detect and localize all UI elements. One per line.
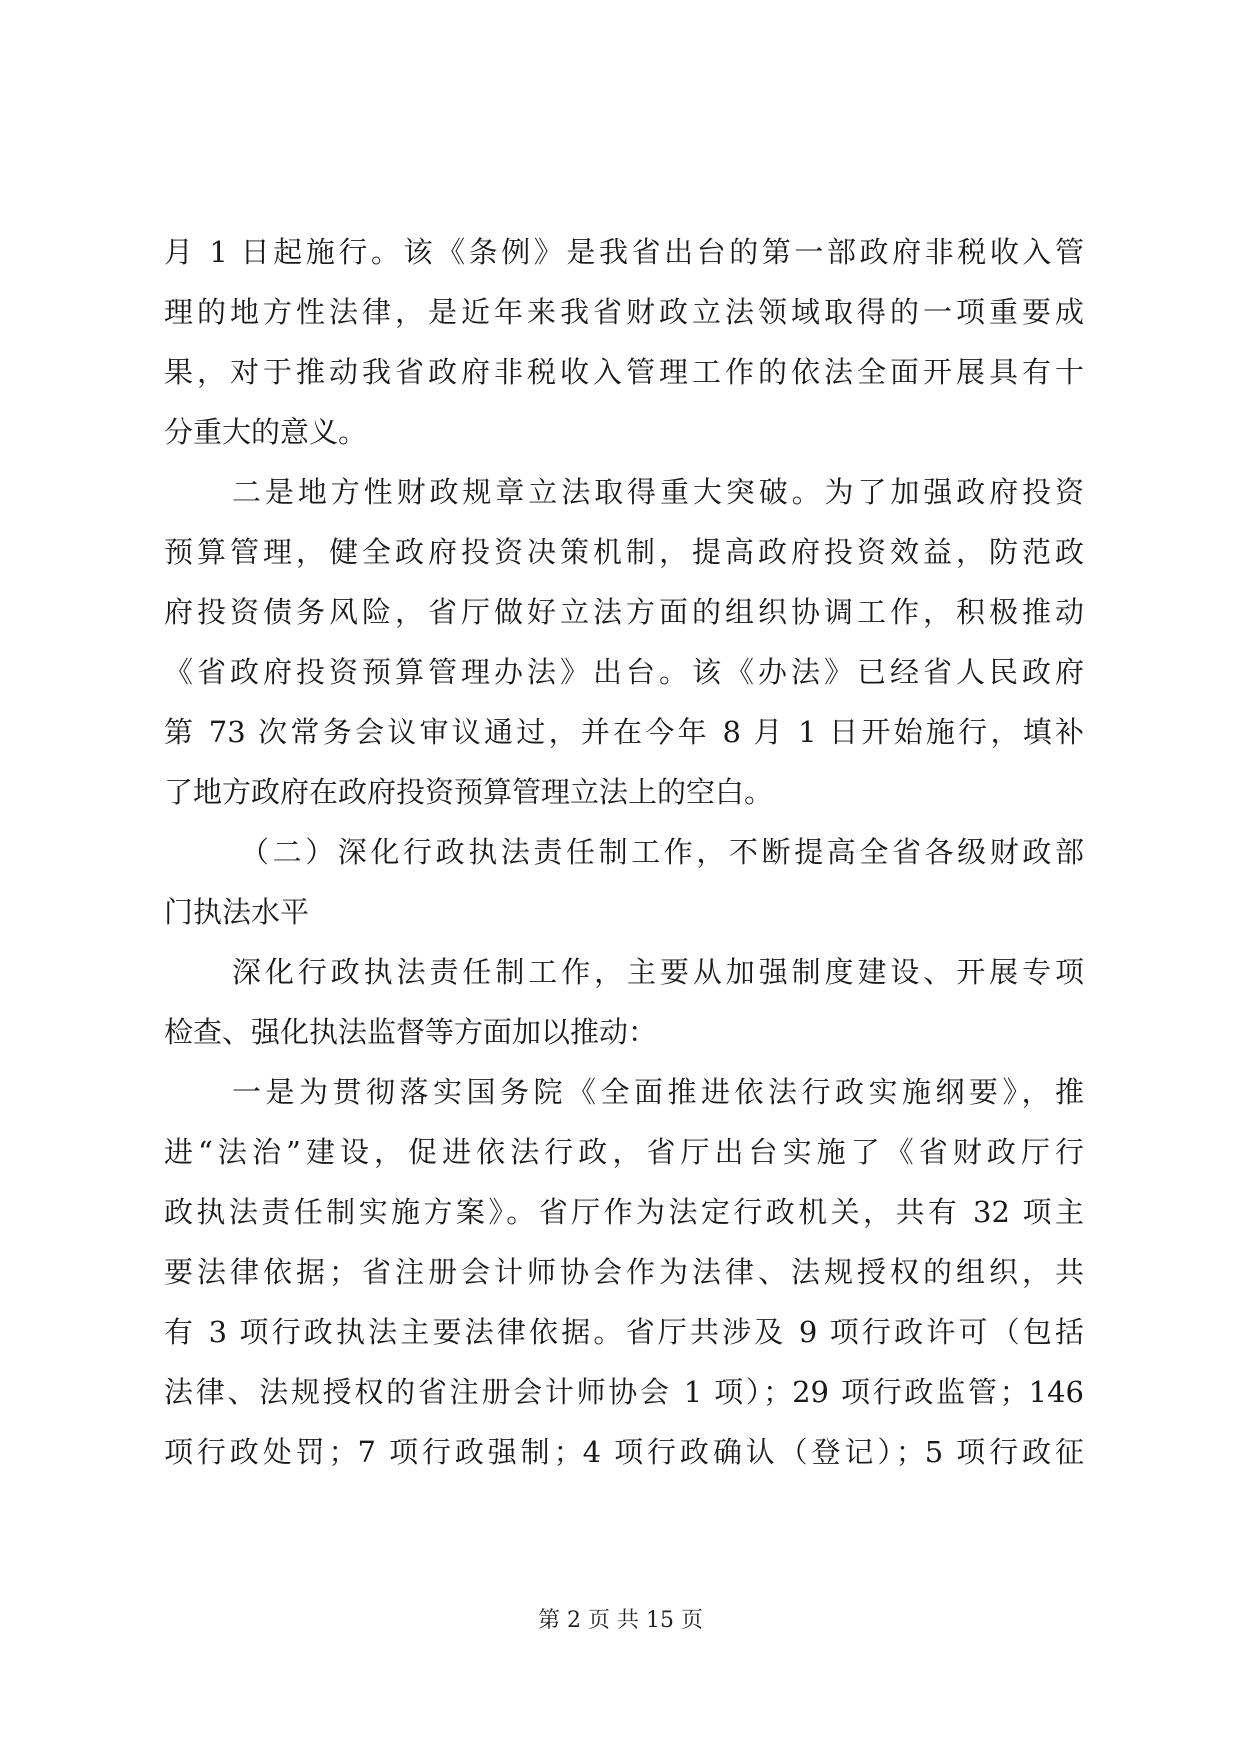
section-heading-line-1: （二）深化行政执法责任制工作，不断提高全省各级财政部 (240, 835, 1084, 869)
body-line-5: 二是地方性财政规章立法取得重大突破。为了加强政府投资 (232, 475, 1084, 509)
body-line-18: 要法律依据；省注册会计师协会作为法律、法规授权的组织，共 (164, 1255, 1084, 1289)
body-line-10: 了地方政府在政府投资预算管理立法上的空白。 (164, 775, 774, 809)
body-line-1: 月 1 日起施行。该《条例》是我省出台的第一部政府非税收入管 (164, 235, 1084, 269)
body-line-3: 果，对于推动我省政府非税收入管理工作的依法全面开展具有十 (164, 355, 1084, 389)
page-footer: 第 2 页 共 15 页 (538, 1608, 703, 1633)
body-line-13: 深化行政执法责任制工作，主要从加强制度建设、开展专项 (232, 955, 1084, 989)
body-line-15: 一是为贯彻落实国务院《全面推进依法行政实施纲要》，推 (232, 1075, 1084, 1109)
body-line-9: 第 73 次常务会议审议通过，并在今年 8 月 1 日开始施行，填补 (164, 715, 1084, 749)
section-heading-line-2: 门执法水平 (164, 895, 310, 929)
body-line-6: 预算管理，健全政府投资决策机制，提高政府投资效益，防范政 (164, 535, 1084, 569)
body-line-17: 政执法责任制实施方案》。省厅作为法定行政机关，共有 32 项主 (164, 1195, 1084, 1229)
body-line-7: 府投资债务风险，省厅做好立法方面的组织协调工作，积极推动 (164, 595, 1084, 629)
body-line-20: 法律、法规授权的省注册会计师协会 1 项）；29 项行政监管；146 (164, 1375, 1084, 1409)
body-line-19: 有 3 项行政执法主要法律依据。省厅共涉及 9 项行政许可（包括 (164, 1315, 1084, 1349)
body-line-4: 分重大的意义。 (164, 415, 368, 449)
body-line-8: 《省政府投资预算管理办法》出台。该《办法》已经省人民政府 (164, 655, 1084, 689)
body-line-21: 项行政处罚；7 项行政强制；4 项行政确认（登记）；5 项行政征 (164, 1435, 1084, 1469)
body-line-2: 理的地方性法律，是近年来我省财政立法领域取得的一项重要成 (164, 295, 1084, 329)
body-line-14: 检查、强化执法监督等方面加以推动： (164, 1015, 658, 1049)
body-line-16: 进“法治”建设，促进依法行政，省厅出台实施了《省财政厅行 (164, 1135, 1084, 1169)
